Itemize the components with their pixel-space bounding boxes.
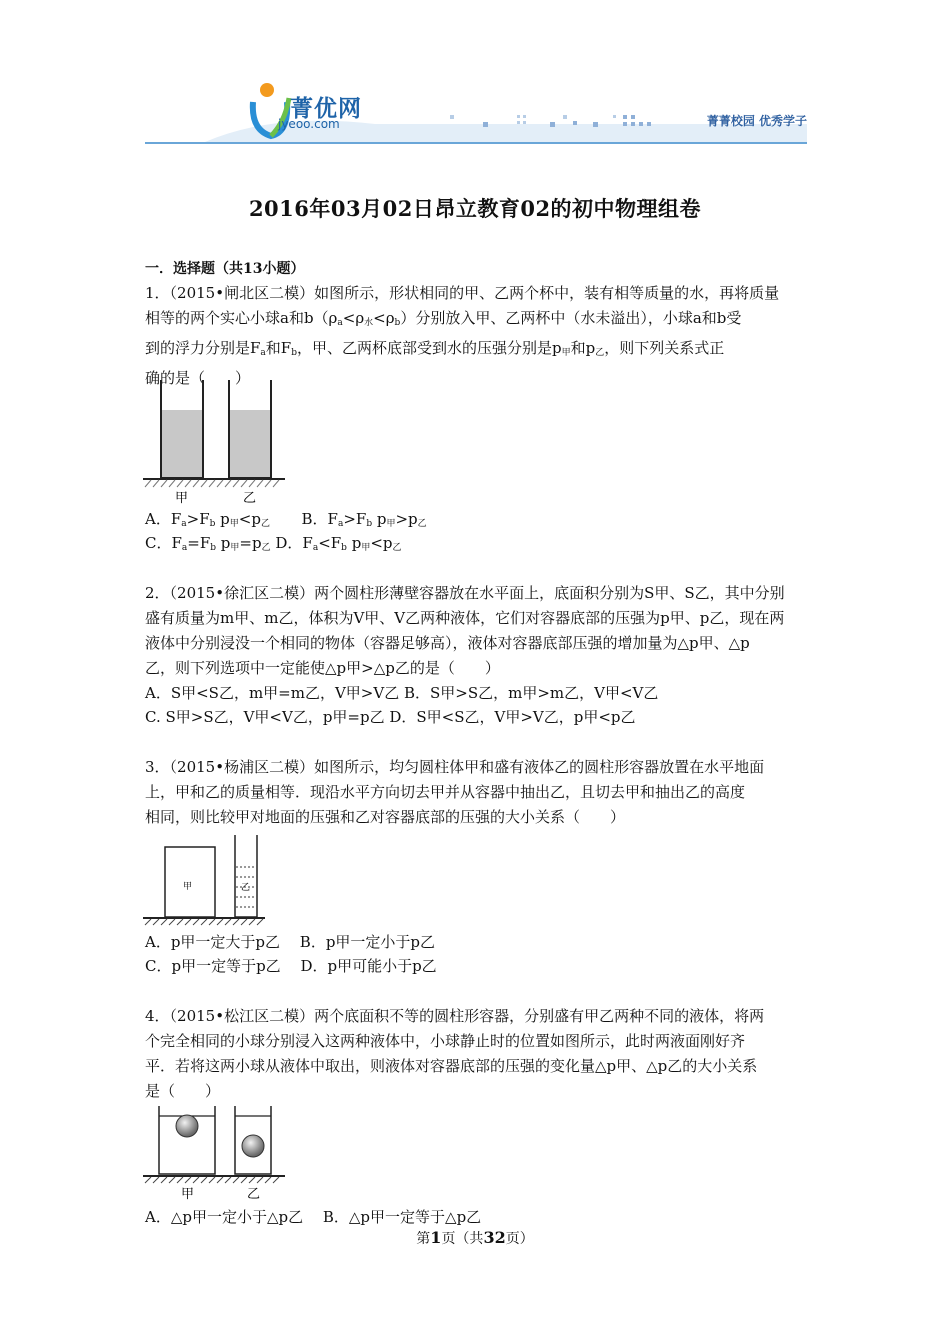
q3-line: 上，甲和乙的质量相等．现沿水平方向切去甲并从容器中抽出乙，且切去甲和抽出乙的高度 [145, 783, 746, 801]
question-2 [145, 581, 810, 681]
page-total: 32 [483, 1228, 506, 1247]
q1-figure-label-yi: 乙 [243, 491, 257, 506]
page-footer: 第1页（共32页） [416, 1228, 534, 1247]
page-title: 2016年03月02日昂立教育02的初中物理组卷 [248, 196, 702, 221]
q2-line: 液体中分别浸没一个相同的物体（容器足够高），液体对容器底部压强的增加量为△p甲、△p [145, 634, 750, 652]
q4-figure-label-yi: 乙 [247, 1187, 261, 1202]
q1-line: 1．（2015•闸北区二模）如图所示，形状相同的甲、乙两个杯中，装有相等质量的水，再将质量 [145, 284, 780, 302]
q4-line: 平．若将这两小球从液体中取出，则液体对容器底部的压强的变化量△p甲、△p乙的大小关系 [145, 1057, 758, 1075]
q3-options-cd: C．p甲一定等于p乙 D．p甲可能小于p乙 [145, 957, 437, 975]
q2-line: 盛有质量为m甲、m乙，体积为V甲、V乙两种液体，它们对容器底部的压强为p甲、p乙，现在两 [145, 609, 785, 627]
q3-figure [143, 832, 265, 928]
q4-figure-label-jia: 甲 [181, 1187, 195, 1202]
page-header [145, 72, 807, 152]
page-number: 1 [430, 1228, 442, 1247]
q1-options-ab: A．$F_a>F_b$ $p_甲<p_乙$ B．$F_a>F_b$ $p_甲>p_乙$ [145, 510, 427, 529]
header-rule [145, 142, 807, 144]
q4-figure [143, 1104, 285, 1204]
q4-line: 个完全相同的小球分别浸入这两种液体中，小球静止时的位置如图所示，此时两液面刚好齐 [145, 1032, 746, 1050]
q3-line: 相同，则比较甲对地面的压强和乙对容器底部的压强的大小关系（ ） [145, 808, 626, 826]
q1-options-cd: C．$F_a=F_b$ $p_甲=p_乙$ D．$F_a<F_b$ $p_甲<p_乙$ [145, 534, 402, 553]
question-1 [145, 281, 810, 391]
q2-line: 乙，则下列选项中一定能使△p甲>△p乙的是（ ） [145, 659, 500, 677]
question-4 [145, 1004, 810, 1104]
q4-line: 4．（2015•松江区二模）两个底面积不等的圆柱形容器，分别盛有甲乙两种不同的液体，将两 [145, 1007, 765, 1025]
q1-figure-label-jia: 甲 [175, 491, 189, 506]
q1-line: 确的是（ ） [145, 369, 251, 387]
question-3 [145, 755, 810, 830]
q2-options-ab: A．S甲<S乙，m甲=m乙，V甲>V乙 B．S甲>S乙，m甲>m乙，V甲<V乙 [145, 684, 659, 702]
header-slogan: 菁菁校园 优秀学子 [706, 114, 807, 128]
q1-line: 到的浮力分别是$F_a$和$F_b$，甲、乙两杯底部受到水的压强分别是$p_甲$和$p_乙$，则下列关系式正 [145, 339, 725, 358]
logo-url: jyeoo.com [278, 117, 340, 131]
header-decoration [445, 112, 685, 132]
section-heading: 一．选择题（共13小题） [145, 261, 305, 277]
logo-text: 菁优网 [290, 96, 362, 122]
q3-figure-label-yi: 乙 [241, 883, 251, 893]
q3-line: 3．（2015•杨浦区二模）如图所示，均匀圆柱体甲和盛有液体乙的圆柱形容器放置在水平地面 [145, 758, 765, 776]
q3-options-ab: A．p甲一定大于p乙 B．p甲一定小于p乙 [145, 933, 436, 951]
q1-figure [143, 380, 285, 506]
q2-line: 2．（2015•徐汇区二模）两个圆柱形薄壁容器放在水平面上，底面积分别为S甲、S乙，其中分别 [145, 584, 785, 602]
q3-figure-label-jia: 甲 [183, 882, 193, 892]
q4-options-ab: A．△p甲一定小于△p乙 B．△p甲一定等于△p乙 [145, 1208, 482, 1226]
q4-line: 是（ ） [145, 1082, 221, 1100]
q1-line: 相等的两个实心小球a和$b(\rho_a<\rho_水<\rho_b)$分别放入甲、乙两杯中（水未溢出），小球a和b受 [145, 309, 742, 328]
q2-options-cd: C. S甲>S乙，V甲<V乙，p甲=p乙 D．S甲<S乙，V甲>V乙，p甲<p乙 [145, 708, 636, 726]
